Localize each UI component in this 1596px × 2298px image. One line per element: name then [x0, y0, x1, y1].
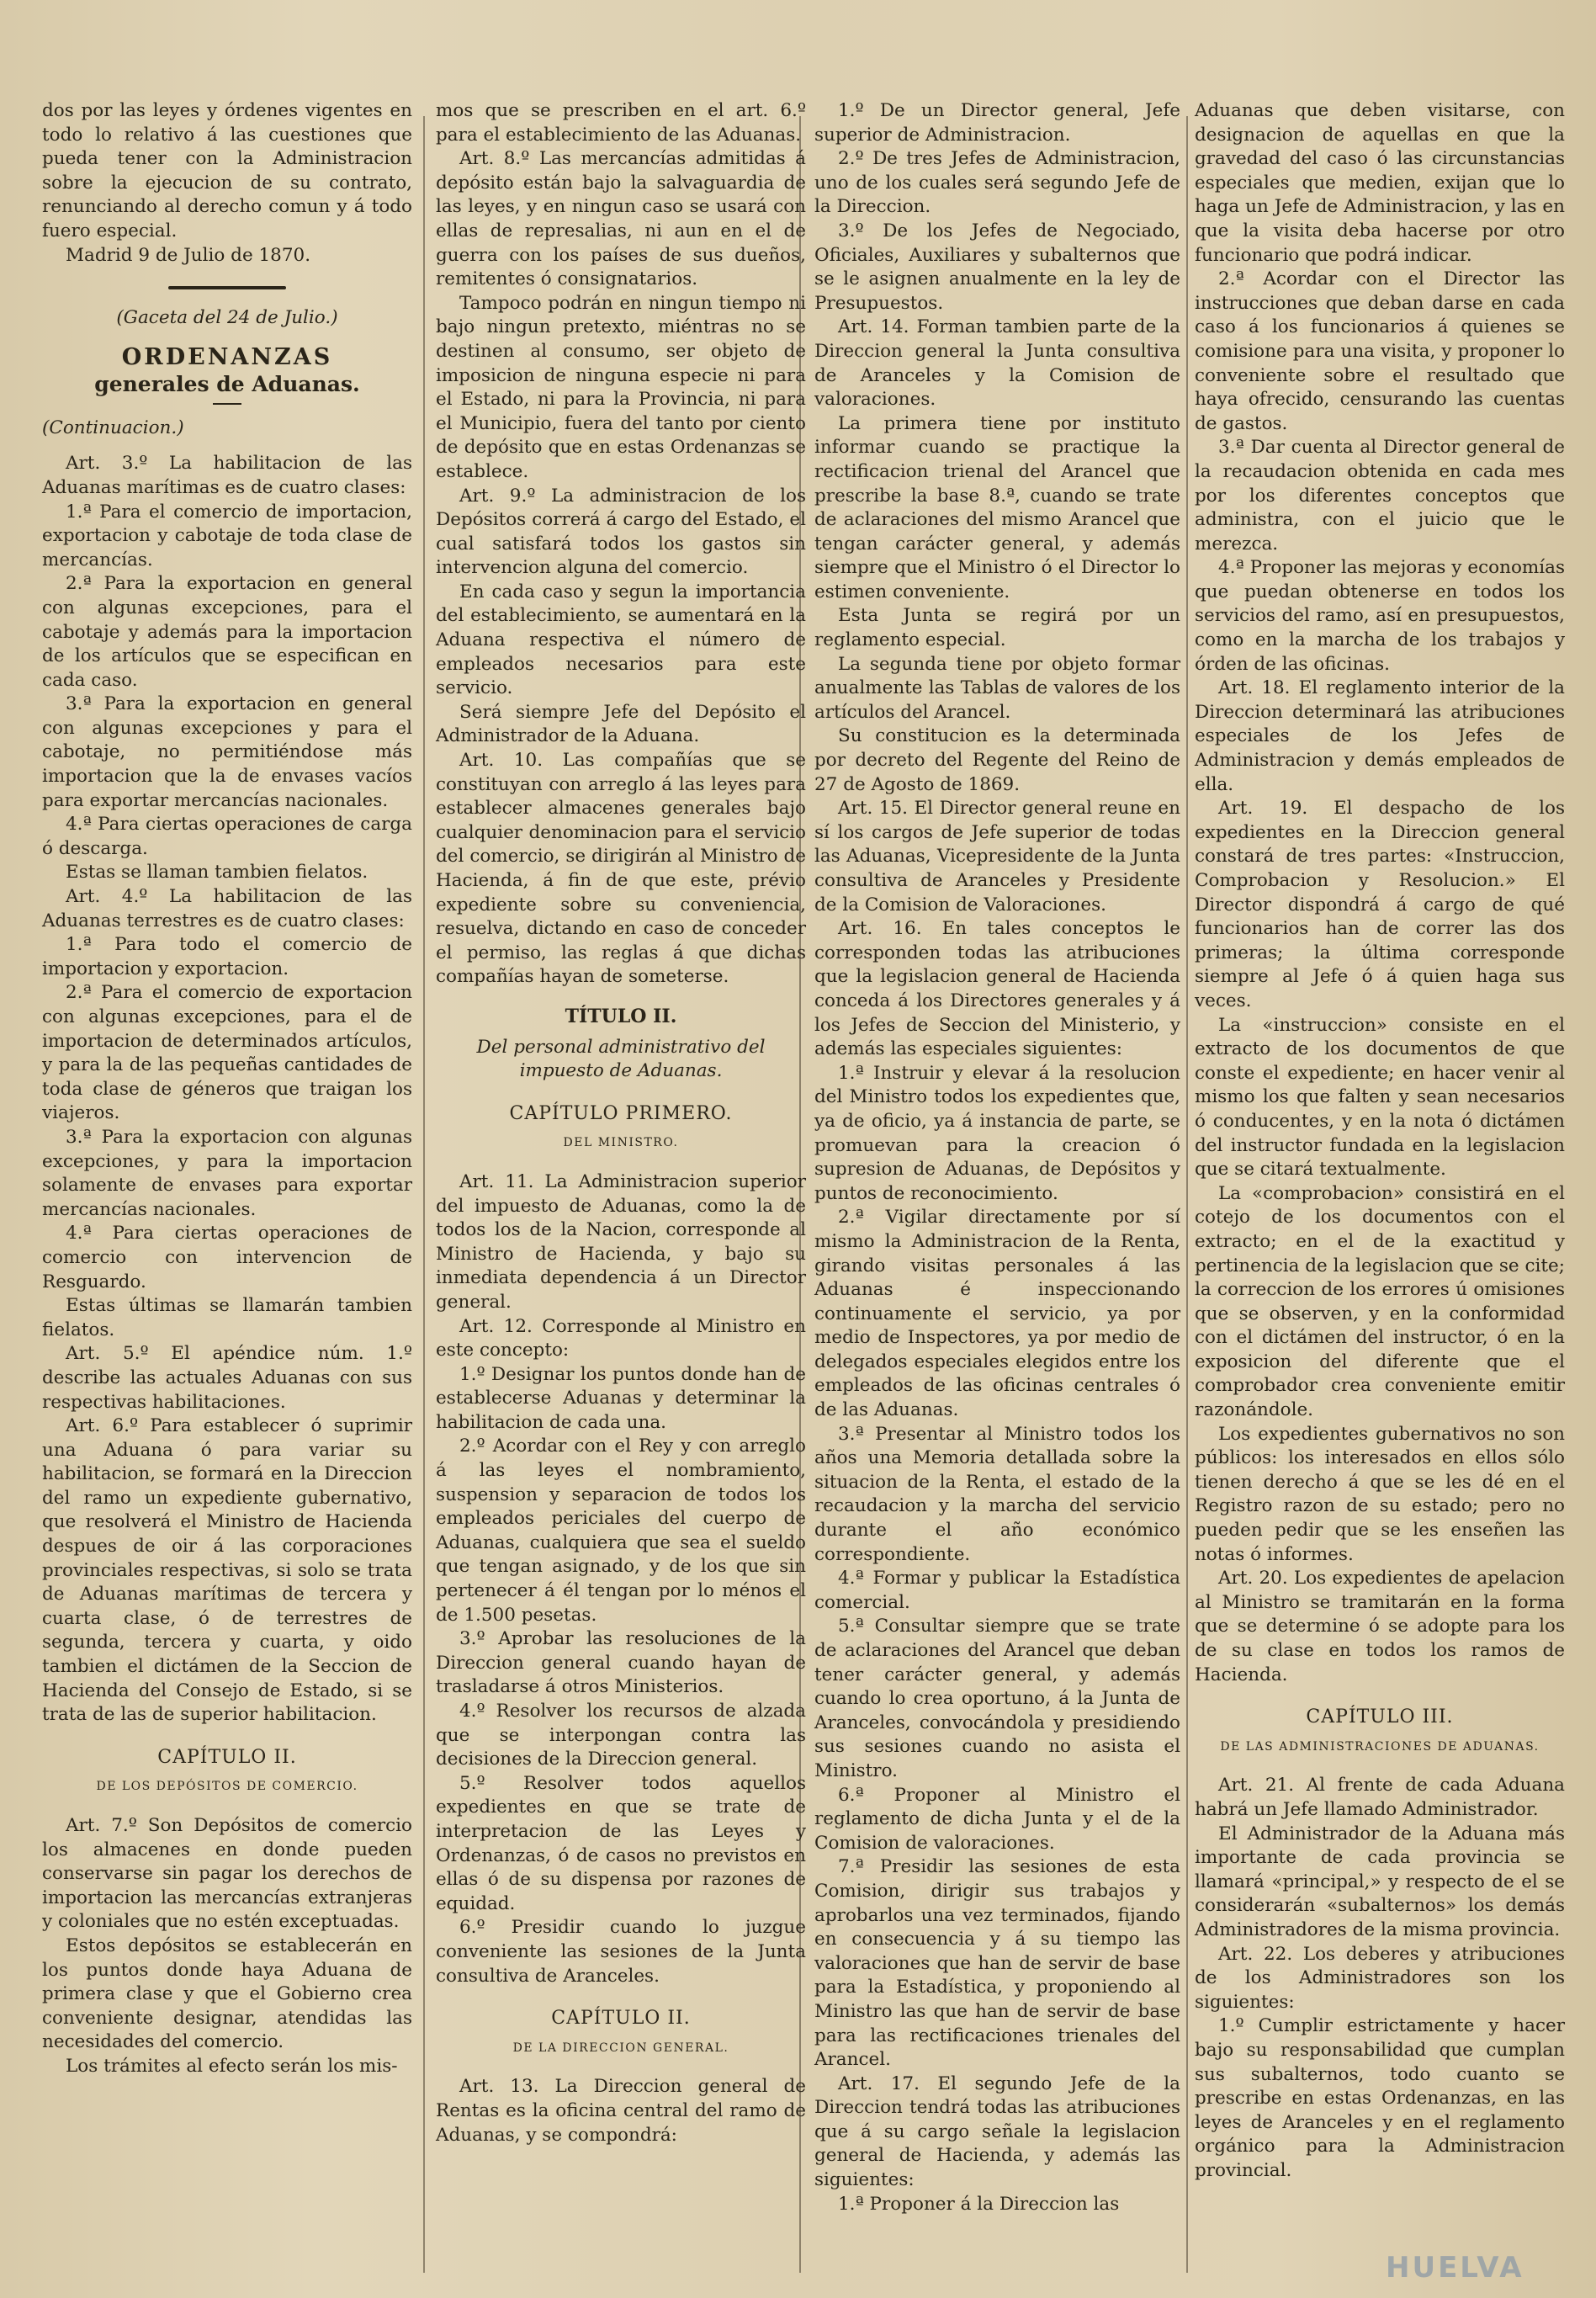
- paragraph: Art. 18. El reglamento interior de la Direccion determinará las atribuciones especiales de los Jefes de Administracion y demás empleados de ella.: [1195, 677, 1565, 795]
- column-2: [436, 99, 806, 2147]
- paragraph: Estas últimas se llamarán tambien fielatos.: [42, 1295, 412, 1340]
- section-subtitle: generales de Aduanas.: [94, 371, 360, 396]
- paragraph: 2.ª Vigilar directamente por sí mismo la Administracion de la Renta, girando visitas personales á las Aduanas é inspeccionando continuamente el servicio, ya por medio de Inspectores, ya por medio de delegados especiales elegidos entre los empleados de las oficinas centrales ó de las Aduanas.: [814, 1207, 1180, 1421]
- title-rule: [213, 403, 241, 405]
- column-1: [42, 99, 412, 2079]
- paragraph: 1.º Designar los puntos donde han de establecerse Aduanas y determinar la habilitacion de cada una.: [436, 1363, 806, 1433]
- paragraph: 1.ª Para el comercio de importacion, exportacion y cabotaje de toda clase de mercancías.: [42, 501, 412, 571]
- paragraph: dos por las leyes y órdenes vigentes en todo lo relativo á las cuestiones que pueda tener con la Administracion sobre la ejecucion de su contrato, renunciando al derecho comun y á todo fuero especial.: [42, 100, 412, 241]
- chapter-subheading: DE LOS DEPÓSITOS DE COMERCIO.: [96, 1780, 358, 1794]
- column-3: [814, 99, 1180, 2216]
- paragraph: Art. 19. El despacho de los expedientes en la Direccion general constará de tres partes: «Instruccion, Comprobacion y Resolucion.» El Director dispondrá á cargo de qué funcionarios han de correr las dos primeras; la última corresponde siempre al Jefe ó á quien haga sus veces.: [1195, 798, 1565, 1011]
- paragraph: 3.º Aprobar las resoluciones de la Direccion general cuando hayan de trasladarse á otros Ministerios.: [436, 1628, 806, 1698]
- paragraph: La segunda tiene por objeto formar anualmente las Tablas de valores de los artículos del Arancel.: [814, 653, 1180, 723]
- paragraph: Estas se llaman tambien fielatos.: [66, 862, 369, 884]
- paragraph: 3.ª Presentar al Ministro todos los años una Memoria detallada sobre la situacion de la Renta, el estado de la recaudacion y la marcha del servicio durante el año económico correspondiente.: [814, 1423, 1180, 1565]
- section-title: ORDENANZAS: [121, 343, 333, 370]
- paragraph: Art. 22. Los deberes y atribuciones de los Administradores son los siguientes:: [1195, 1943, 1565, 2013]
- chapter-heading: CAPÍTULO PRIMERO.: [509, 1102, 733, 1124]
- paragraph: 5.º Resolver todos aquellos expedientes en que se trate de interpretacion de las Leyes y Ordenanzas, ó de casos no previstos en ellas ó de su dispensa por razones de equidad.: [436, 1772, 806, 1914]
- chapter-heading: CAPÍTULO II.: [551, 2008, 691, 2030]
- paragraph: Art. 5.º El apéndice núm. 1.º describe las actuales Aduanas con sus respectivas habilitaciones.: [42, 1343, 412, 1413]
- paragraph: 2.ª Para la exportacion en general con algunas excepciones, para el cabotaje y además para la importacion de los artículos que se especifican en cada caso.: [42, 573, 412, 691]
- paragraph: Art. 10. Las compañías que se constituyan con arreglo á las leyes para establecer almacenes generales bajo cualquier denominacion para el servicio del comercio, se dirigirán al Ministro de Hacienda, á fin de que este, prévio expediente sobre su conveniencia, resuelva, dictando en caso de conceder el permiso, las reglas á que dichas compañías hayan de someterse.: [436, 750, 806, 988]
- paragraph: Estos depósitos se establecerán en los puntos donde haya Aduana de primera clase y que el Gobierno crea conveniente designar, atendidas las necesidades del comercio.: [42, 1934, 412, 2053]
- paragraph: Art. 9.º La administracion de los Depósitos correrá á cargo del Estado, el cual satisfará todos los gastos sin intervencion alguna del comercio.: [436, 485, 806, 579]
- paragraph: Art. 8.º Las mercancías admitidas á depósito están bajo la salvaguardia de las leyes, y en ningun caso se usará con ellas de represalias, ni aun en el de guerra con los países de sus dueños, remitentes ó consignatarios.: [436, 148, 806, 290]
- paragraph: Art. 21. Al frente de cada Aduana habrá un Jefe llamado Administrador.: [1195, 1775, 1565, 1820]
- paragraph: 1.ª Proponer á la Direccion las: [838, 2193, 1120, 2215]
- paragraph: 3.ª Dar cuenta al Director general de la recaudacion obtenida en cada mes por los diferentes conceptos que administra, con el juicio que le merezca.: [1195, 437, 1565, 555]
- paragraph: La «instruccion» consiste en el extracto de los documentos de que conste el expediente; en hacer venir al mismo los que falten y sean necesarios ó conducentes, y en la nota ó dictámen del instructor fundada en la legislacion que se citará textualmente.: [1195, 1014, 1565, 1181]
- paragraph: 6.º Presidir cuando lo juzgue conveniente las sesiones de la Junta consultiva de Aranceles.: [436, 1917, 806, 1987]
- paragraph: 1.ª Para todo el comercio de importacion y exportacion.: [42, 934, 412, 979]
- continuation-label: (Continuacion.): [42, 417, 184, 438]
- paragraph: Será siempre Jefe del Depósito el Administrador de la Aduana.: [436, 701, 806, 747]
- paragraph: Art. 6.º Para establecer ó suprimir una Aduana ó para variar su habilitacion, se formará en la Direccion del ramo un expediente gubernativo, que resolverá el Ministro de Hacienda despues de oir á las corporaciones provinciales respectivas, si solo se trata de Aduanas marítimas de tercera y cuarta clase, ó de terrestres de segunda, tercera y cuarta, y oido tambien el dictámen de la Seccion de Hacienda del Consejo de Estado, si se trata de las de superior habilitacion.: [42, 1415, 412, 1726]
- chapter-subheading: DEL MINISTRO.: [563, 1136, 679, 1150]
- paragraph: Los expedientes gubernativos no son públicos: los interesados en ellos sólo tienen derecho á que se les dé en el Registro razon de su estado; pero no pueden pedir que se les enseñen las notas ó informes.: [1195, 1423, 1565, 1565]
- paragraph: Art. 4.º La habilitacion de las Aduanas terrestres es de cuatro clases:: [42, 886, 412, 931]
- archive-watermark-logo: HUELVA: [1386, 2251, 1524, 2285]
- paragraph: 1.ª Instruir y elevar á la resolucion del Ministro todos los expedientes que, ya de oficio, ya á instancia de parte, se promuevan para la creacion ó supresion de Aduanas, de Depósitos y puntos de reconocimiento.: [814, 1062, 1180, 1204]
- section-separator: [168, 286, 286, 289]
- paragraph: Art. 17. El segundo Jefe de la Direccion tendrá todas las atribuciones que á su cargo señale la legislacion general de Hacienda, y además las siguientes:: [814, 2072, 1180, 2191]
- gaceta-reference: (Gaceta del 24 de Julio.): [116, 307, 338, 329]
- paragraph: 4.ª Formar y publicar la Estadística comercial.: [814, 1568, 1180, 1613]
- column-rule: [423, 116, 425, 2273]
- paragraph: 2.ª Acordar con el Director las instrucciones que deban darse en cada caso á los funcionarios á quienes se comisione para una visita, y proponer lo conveniente sobre el resultado que haya ofrecido, censurando las cuentas de gastos.: [1195, 268, 1565, 434]
- paragraph: 6.ª Proponer al Ministro el reglamento de dicha Junta y el de la Comision de valoraciones.: [814, 1784, 1180, 1854]
- paragraph: En cada caso y segun la importancia del establecimiento, se aumentará en la Aduana respectiva el número de empleados necesarios para este servicio.: [436, 581, 806, 699]
- paragraph: 4.º Resolver los recursos de alzada que se interpongan contra las decisiones de la Direccion general.: [436, 1701, 806, 1770]
- paragraph: Art. 20. Los expedientes de apelacion al Ministro se tramitarán en la forma que se determine ó se adopte para los de su clase en todos los ramos de Hacienda.: [1195, 1568, 1565, 1685]
- paragraph: La primera tiene por instituto informar cuando se practique la rectificacion trienal del Arancel que prescribe la base 8.ª, cuando se trate de aclaraciones del mismo Arancel que tengan carácter general, y además siempre que el Ministro ó el Director lo estimen conveniente.: [814, 412, 1180, 602]
- title-subheading: Del personal administrativo del impuesto de Aduanas.: [476, 1036, 766, 1082]
- chapter-heading: CAPÍTULO III.: [1306, 1706, 1454, 1728]
- paragraph: 3.ª Para la exportacion en general con algunas excepciones y para el cabotaje, no permitiéndose más importacion que la de envases vacíos para exportar mercancías nacionales.: [42, 693, 412, 811]
- paragraph: Aduanas que deben visitarse, con designacion de aquellas en que la gravedad del caso ó las circunstancias especiales que medien, exijan que lo haga un Jefe de Administracion, y las en que la visita deba hacerse por otro funcionario que podrá indicar.: [1195, 100, 1565, 266]
- paragraph: 3.º De los Jefes de Negociado, Oficiales, Auxiliares y subalternos que se le asignen anualmente en la ley de Presupuestos.: [814, 220, 1180, 314]
- paragraph: Art. 14. Forman tambien parte de la Direccion general la Junta consultiva de Aranceles y la Comision de valoraciones.: [814, 316, 1180, 411]
- paragraph: Su constitucion es la determinada por decreto del Regente del Reino de 27 de Agosto de 1869.: [814, 725, 1180, 795]
- paragraph: 2.ª Para el comercio de exportacion con algunas excepciones, para el de importacion de determinados artículos, y para la de las pequeñas cantidades de toda clase de géneros que traigan los viajeros.: [42, 982, 412, 1124]
- paragraph: Tampoco podrán en ningun tiempo ni bajo ningun pretexto, miéntras no se destinen al consumo, ser objeto de imposicion de ninguna especie ni para el Estado, ni para la Provincia, ni para el Municipio, fuera del tanto por ciento de depósito que en estas Ordenanzas se establece.: [436, 292, 806, 482]
- dateline: Madrid 9 de Julio de 1870.: [66, 244, 311, 266]
- paragraph: Art. 13. La Direccion general de Rentas es la oficina central del ramo de Aduanas, y se compondrá:: [436, 2076, 806, 2146]
- title-heading: TÍTULO II.: [565, 1005, 677, 1027]
- paragraph: 1.º De un Director general, Jefe superior de Administracion.: [814, 100, 1180, 146]
- paragraph: 4.ª Para ciertas operaciones de comercio con intervencion de Resguardo.: [42, 1223, 412, 1292]
- paragraph: Art. 7.º Son Depósitos de comercio los almacenes en donde pueden conservarse sin pagar los derechos de importacion las mercancías extranjeras y coloniales que no estén exceptuadas.: [42, 1815, 412, 1933]
- paragraph: Art. 3.º La habilitacion de las Aduanas marítimas es de cuatro clases:: [42, 453, 412, 498]
- paragraph: 4.ª Proponer las mejoras y economías que puedan obtenerse en todos los servicios del ramo, así en presupuestos, como en la marcha de los trabajos y órden de las oficinas.: [1195, 557, 1565, 675]
- chapter-subheading: DE LAS ADMINISTRACIONES DE ADUANAS.: [1220, 1739, 1540, 1754]
- paragraph: 2.º De tres Jefes de Administracion, uno de los cuales será segundo Jefe de la Direccion.: [814, 148, 1180, 218]
- paragraph: 7.ª Presidir las sesiones de esta Comision, dirigir sus trabajos y aprobarlos una vez terminados, fijando en consecuencia y á su tiempo las valoraciones que han de servir de base para la Estadística, y proponiendo al Ministro las que han de servir de base para las rectificaciones trienales del Arancel.: [814, 1856, 1180, 2071]
- paragraph: 5.ª Consultar siempre que se trate de aclaraciones del Arancel que deban tener carácter general, y además cuando lo crea oportuno, á la Junta de Aranceles, convocándola y presidiendo sus sesiones cuando no asista el Ministro.: [814, 1616, 1180, 1781]
- paragraph: 3.ª Para la exportacion con algunas excepciones, y para la importacion solamente de envases para exportar mercancías nacionales.: [42, 1126, 412, 1220]
- paragraph: 2.º Acordar con el Rey y con arreglo á las leyes el nombramiento, suspension y separacion de todos los empleados periciales del cuerpo de Aduanas, cualquiera que sea el sueldo que tengan asignado, y de los que sin pertenecer á él tengan por lo ménos el de 1.500 pesetas.: [436, 1436, 806, 1626]
- chapter-heading: CAPÍTULO II.: [157, 1746, 297, 1768]
- paragraph: 1.º Cumplir estrictamente y hacer bajo su responsabilidad que cumplan sus subalternos, todo cuanto se prescribe en estas Ordenanzas, en las leyes de Aranceles y en el reglamento orgánico para la Administracion provincial.: [1195, 2015, 1565, 2181]
- chapter-subheading: DE LA DIRECCION GENERAL.: [512, 2041, 729, 2055]
- paragraph: 4.ª Para ciertas operaciones de carga ó descarga.: [42, 814, 412, 859]
- paragraph: mos que se prescriben en el art. 6.º para el establecimiento de las Aduanas.: [436, 100, 806, 146]
- paragraph: Art. 11. La Administracion superior del impuesto de Aduanas, como la de todos los de la Nacion, corresponde al Ministro de Hacienda, y bajo su inmediata dependencia á un Director general.: [436, 1170, 806, 1313]
- paragraph: Los trámites al efecto serán los mis-: [66, 2055, 398, 2077]
- paragraph: Art. 12. Corresponde al Ministro en este concepto:: [436, 1315, 806, 1361]
- paragraph: Esta Junta se regirá por un reglamento especial.: [814, 605, 1180, 651]
- column-4: [1195, 99, 1565, 2183]
- column-rule: [1186, 116, 1188, 2273]
- paragraph: Art. 16. En tales conceptos le corresponden todas las atribuciones que la legislacion general de Hacienda conceda á los Directores generales y á los Jefes de Seccion del Ministerio, y además las especiales siguientes:: [814, 918, 1180, 1060]
- paragraph: Art. 15. El Director general reune en sí los cargos de Jefe superior de todas las Aduanas, Vicepresidente de la Junta consultiva de Aranceles y Presidente de la Comision de Valoraciones.: [814, 798, 1180, 915]
- paragraph: La «comprobacion» consistirá en el cotejo de los documentos con el extracto; en el de la exactitud y pertinencia de la legislacion que se cite; la correccion de los errores ú omisiones que se observen, y en la conformidad con el dictámen del instructor, ó en la exposicion del diferente que el comprobador crea conveniente emitir razonándole.: [1195, 1182, 1565, 1421]
- paragraph: El Administrador de la Aduana más importante de cada provincia se llamará «principal,» y respecto de el se considerarán «subalternos» los demás Administradores de la misma provincia.: [1195, 1823, 1565, 1940]
